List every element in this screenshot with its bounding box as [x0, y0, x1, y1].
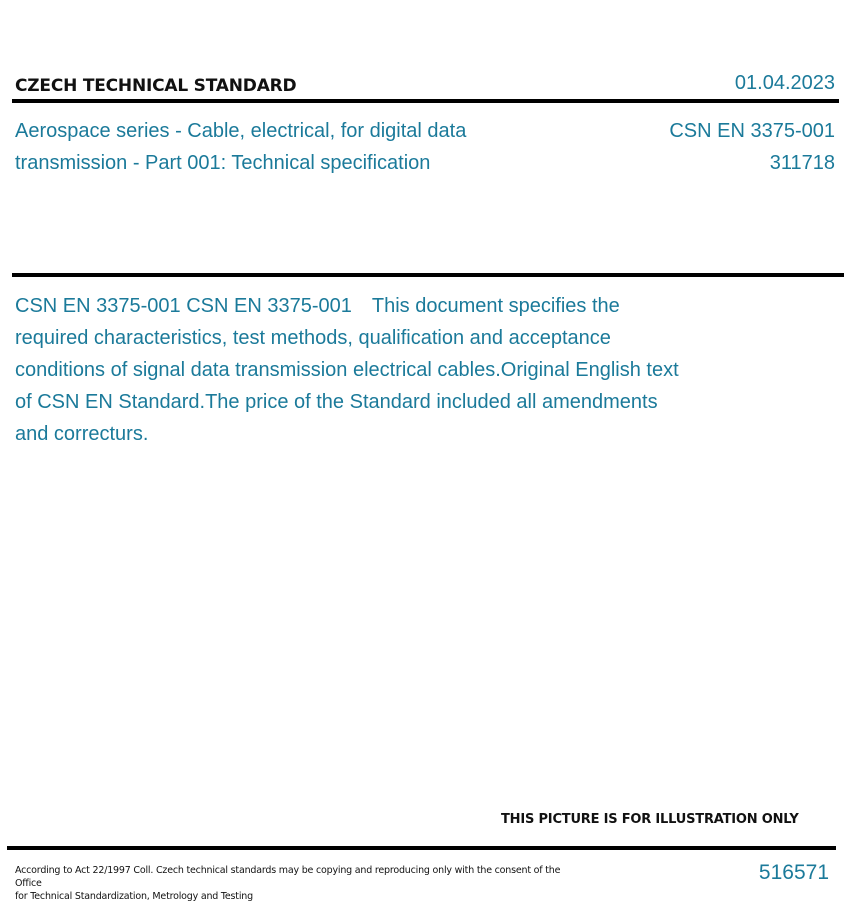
document-header-title: CZECH TECHNICAL STANDARD [15, 76, 297, 96]
document-title-line-2: transmission - Part 001: Technical specification [15, 152, 431, 174]
legal-notice-line-2: for Technical Standardization, Metrology and Testing [15, 891, 253, 902]
catalog-code: 516571 [758, 861, 829, 884]
description-prefix: CSN EN 3375-001 CSN EN 3375-001 [15, 295, 352, 317]
standard-number: CSN EN 3375-001 [669, 120, 835, 142]
standard-identifiers [669, 115, 835, 179]
header-divider [12, 99, 839, 103]
publication-date: 01.04.2023 [734, 72, 835, 94]
description-text: This document specifies the required characteristics, test methods, qualification and acceptance conditions of signal data transmission electrical cables.Original English text of CSN EN Standard.The price of the Standard included all amendments and correcturs. [15, 295, 679, 445]
document-description [15, 290, 680, 450]
document-title [15, 115, 575, 179]
legal-notice [15, 864, 585, 903]
document-title-line-1: Aerospace series - Cable, electrical, for digital data [15, 120, 467, 142]
footer-divider [7, 846, 836, 850]
legal-notice-line-1: According to Act 22/1997 Coll. Czech technical standards may be copying and reproducing only with the consent of the Office [15, 865, 561, 889]
classification-code: 311718 [769, 152, 835, 174]
section-divider [12, 273, 844, 277]
illustration-notice: THIS PICTURE IS FOR ILLUSTRATION ONLY [501, 812, 799, 827]
